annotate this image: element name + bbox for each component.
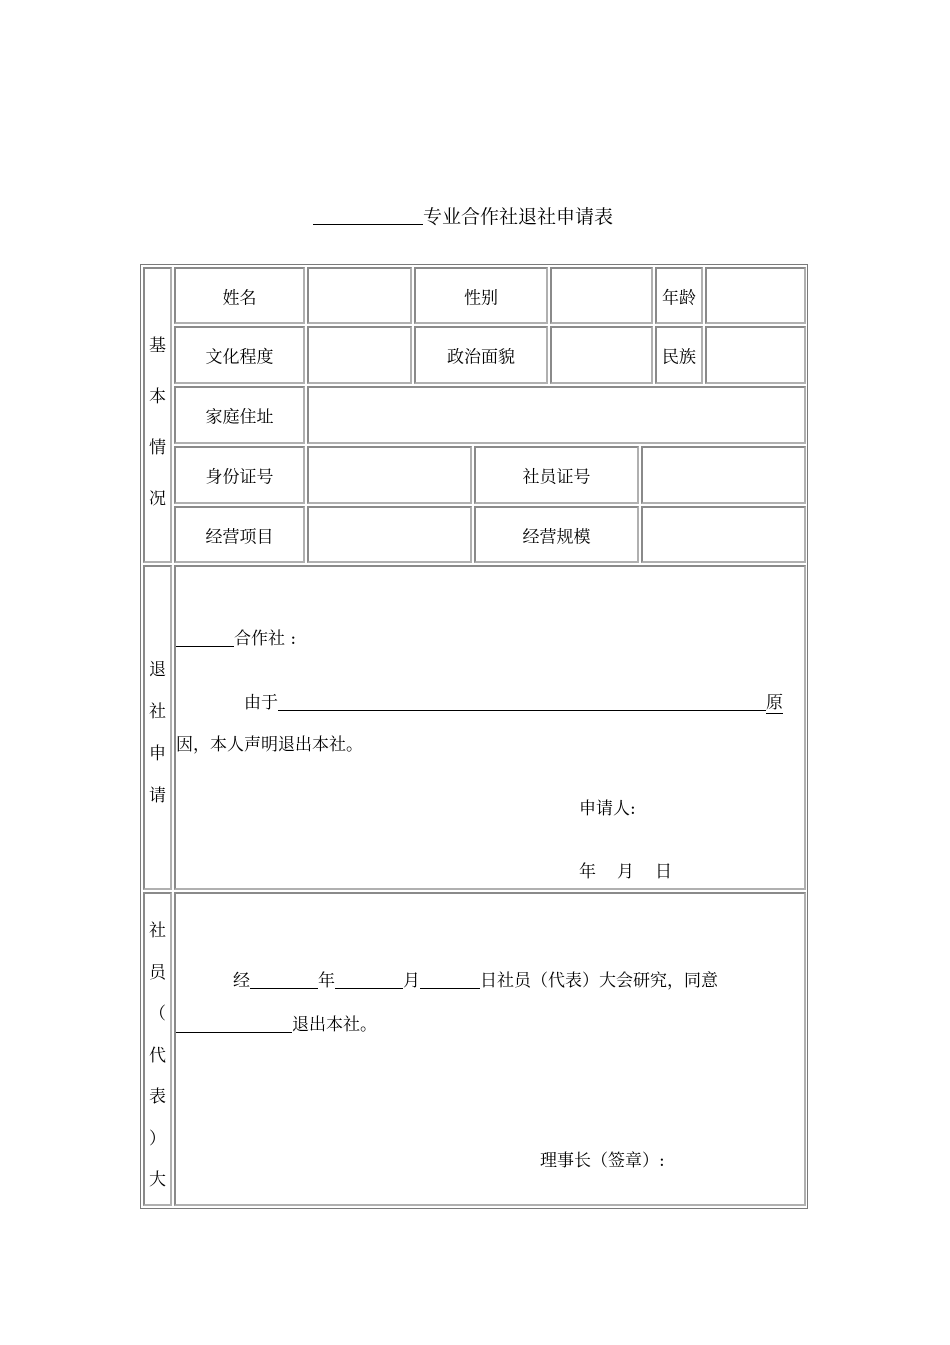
date-year-label: 年 bbox=[579, 862, 596, 882]
ethnicity-label-cell bbox=[655, 326, 703, 384]
approval-withdraw-line bbox=[176, 1010, 377, 1035]
chairman-signature-label: 理事长（签章）: bbox=[540, 1151, 665, 1171]
statement-text: 因，本人声明退出本社。 bbox=[176, 735, 363, 755]
member-id-label-cell bbox=[474, 446, 639, 504]
coop-line bbox=[176, 624, 296, 649]
coop-label: 合作社 : bbox=[234, 629, 297, 649]
member-name-blank[interactable] bbox=[176, 1014, 292, 1033]
basic-info-section-label bbox=[143, 267, 172, 563]
title-blank-line[interactable] bbox=[313, 206, 423, 225]
date-month-label: 月 bbox=[617, 862, 634, 882]
via-label: 经 bbox=[233, 971, 250, 991]
date-day-label: 日 bbox=[655, 862, 672, 882]
section-char: 社 bbox=[149, 702, 166, 722]
section-char: 代 bbox=[149, 1045, 166, 1066]
section-char: 基 bbox=[149, 336, 166, 356]
education-input[interactable] bbox=[307, 326, 412, 384]
section-char: 社 bbox=[149, 921, 166, 941]
business-scale-label-cell bbox=[474, 506, 639, 563]
application-section-label bbox=[143, 565, 172, 890]
form-title-text: 专业合作社退社申请表 bbox=[423, 206, 614, 228]
section-char: 申 bbox=[149, 744, 166, 764]
reason-blank[interactable] bbox=[278, 692, 766, 711]
withdraw-text: 退出本社。 bbox=[292, 1015, 377, 1035]
business-item-input[interactable] bbox=[307, 506, 472, 563]
coop-name-blank[interactable] bbox=[176, 628, 234, 647]
id-number-label: 身份证号 bbox=[205, 467, 274, 488]
section-char: 请 bbox=[149, 786, 166, 806]
approval-year-blank[interactable] bbox=[250, 970, 318, 989]
application-form-table bbox=[140, 264, 808, 1209]
political-status-label: 政治面貌 bbox=[447, 347, 515, 368]
gender-input[interactable] bbox=[550, 267, 653, 324]
name-label: 姓名 bbox=[222, 288, 257, 308]
age-label: 年龄 bbox=[662, 288, 696, 308]
gender-label-cell bbox=[414, 267, 548, 324]
application-date bbox=[579, 857, 672, 882]
approval-resolution-line bbox=[233, 966, 718, 991]
address-label-cell bbox=[174, 386, 305, 444]
business-scale-input[interactable] bbox=[641, 506, 806, 563]
section-char: 员 bbox=[149, 962, 166, 983]
approval-month-label: 月 bbox=[403, 971, 420, 991]
ethnicity-label: 民族 bbox=[662, 347, 696, 368]
member-id-input[interactable] bbox=[641, 446, 806, 504]
section-char: 退 bbox=[149, 660, 166, 680]
approval-content-cell bbox=[174, 892, 806, 1206]
age-label-cell bbox=[655, 267, 703, 324]
business-item-label: 经营项目 bbox=[205, 527, 274, 547]
approval-month-blank[interactable] bbox=[335, 970, 403, 989]
business-item-label-cell bbox=[174, 506, 305, 563]
section-char: （ bbox=[149, 1004, 166, 1024]
age-input[interactable] bbox=[705, 267, 806, 324]
education-label-cell bbox=[174, 326, 305, 384]
name-label-cell bbox=[174, 267, 305, 324]
section-char: 表 bbox=[149, 1087, 166, 1107]
section-char: 本 bbox=[149, 387, 166, 407]
section-char: 况 bbox=[149, 489, 166, 509]
approval-day-text: 日社员（代表）大会研究，同意 bbox=[480, 971, 718, 991]
section-char: 情 bbox=[149, 438, 166, 458]
application-content-cell bbox=[174, 565, 806, 890]
political-status-input[interactable] bbox=[550, 326, 653, 384]
approval-section-label bbox=[143, 892, 172, 1206]
applicant-signature-label: 申请人: bbox=[579, 799, 636, 819]
education-label: 文化程度 bbox=[205, 347, 274, 368]
business-scale-label: 经营规模 bbox=[522, 527, 591, 547]
member-id-label: 社员证号 bbox=[522, 467, 591, 488]
reason-suffix: 原 bbox=[766, 693, 783, 713]
reason-line bbox=[244, 688, 783, 713]
name-input[interactable] bbox=[307, 267, 412, 324]
address-label: 家庭住址 bbox=[205, 407, 274, 428]
form-title bbox=[313, 204, 653, 230]
approval-day-blank[interactable] bbox=[420, 970, 480, 989]
reason-prefix: 由于 bbox=[244, 693, 278, 713]
gender-label: 性别 bbox=[464, 288, 498, 308]
section-char: 大 bbox=[149, 1170, 166, 1190]
political-status-label-cell bbox=[414, 326, 548, 384]
address-input[interactable] bbox=[307, 386, 806, 444]
ethnicity-input[interactable] bbox=[705, 326, 806, 384]
section-char: ） bbox=[149, 1128, 166, 1149]
approval-year-label: 年 bbox=[318, 971, 335, 991]
id-number-label-cell bbox=[174, 446, 305, 504]
id-number-input[interactable] bbox=[307, 446, 472, 504]
